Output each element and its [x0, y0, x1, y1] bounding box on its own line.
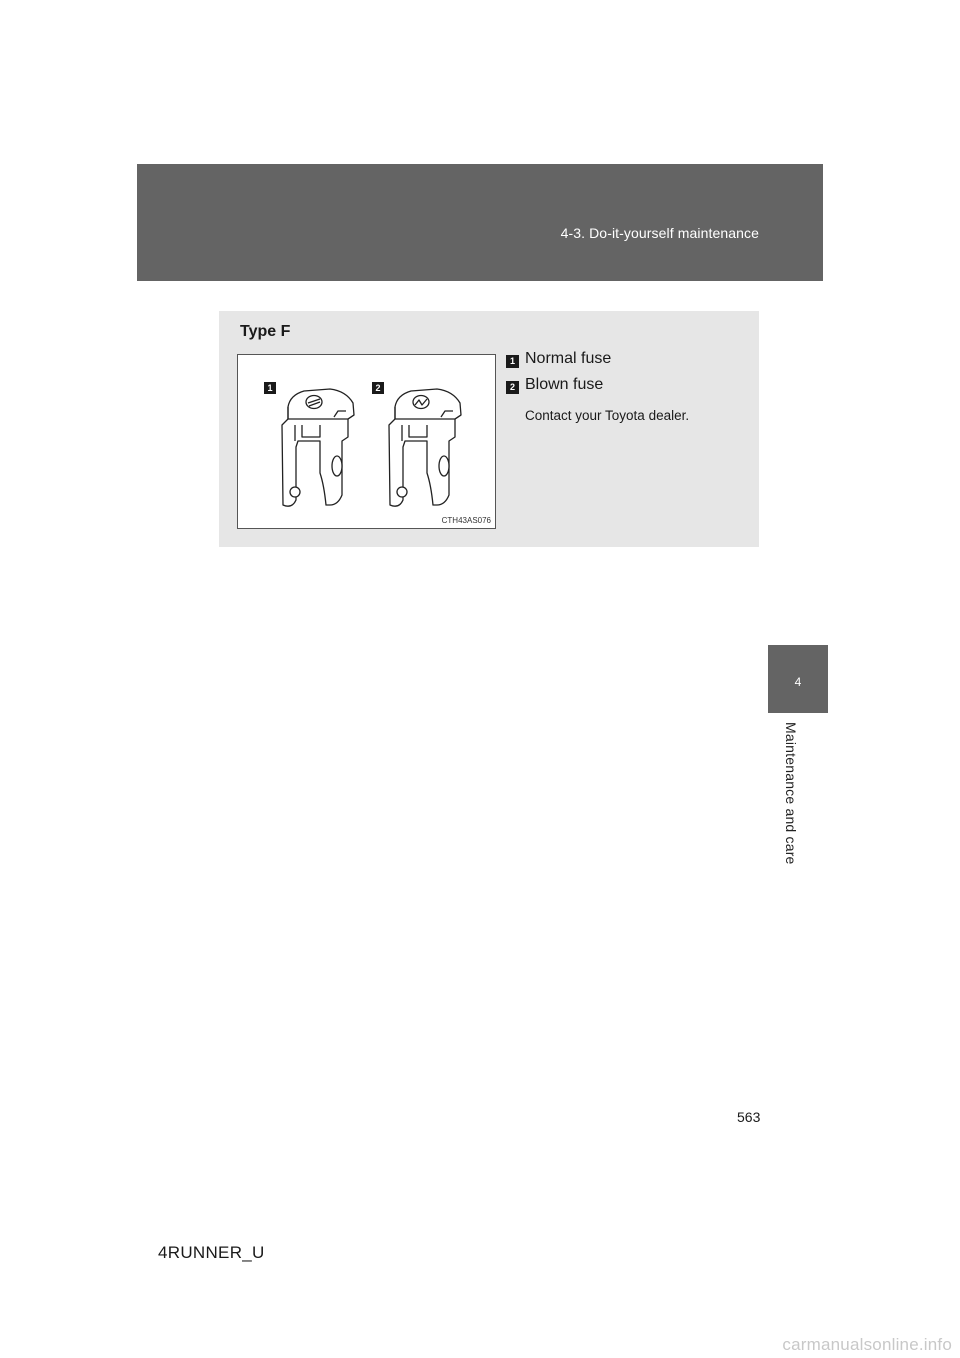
fuse-type-panel — [219, 311, 759, 547]
watermark: carmanualsonline.info — [782, 1335, 952, 1354]
section-title: 4-3. Do-it-yourself maintenance — [560, 225, 759, 241]
page-number: 563 — [737, 1109, 761, 1125]
chapter-label: Maintenance and care — [783, 722, 799, 865]
fuse-illustration — [237, 354, 496, 529]
legend-text: Blown fuse — [525, 376, 604, 393]
chapter-number: 4 — [794, 675, 802, 689]
dealer-note: Contact your Toyota dealer. — [525, 408, 690, 423]
legend-marker-1: 1 — [506, 355, 519, 368]
figure-code: CTH43AS076 — [441, 516, 491, 525]
figure-callout-2: 2 — [372, 382, 384, 394]
chapter-tab — [768, 645, 828, 713]
header-band — [137, 164, 823, 281]
legend-marker-2: 2 — [506, 381, 519, 394]
footer-code: 4RUNNER_U — [158, 1243, 265, 1262]
fuse-drawing — [238, 355, 495, 528]
blown-fuse-drawing — [389, 389, 461, 506]
figure-callout-1: 1 — [264, 382, 276, 394]
normal-fuse-drawing — [282, 389, 354, 506]
legend-text: Normal fuse — [525, 350, 612, 367]
panel-title: Type F — [240, 323, 291, 340]
